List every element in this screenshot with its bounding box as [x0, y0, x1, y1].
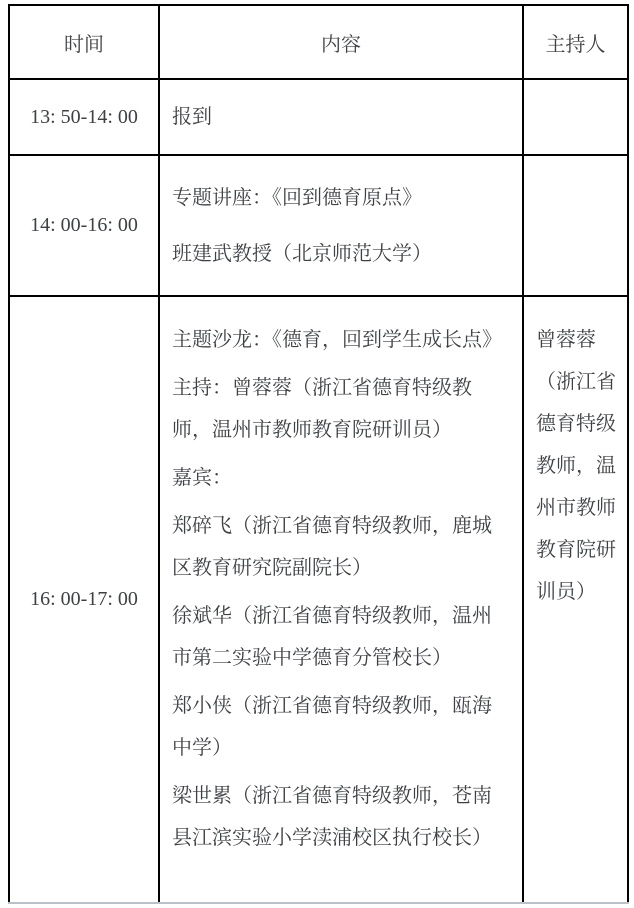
content-cell: [159, 296, 523, 903]
time-cell: 16: 00-17: 00: [9, 296, 159, 903]
content-paragraph: 专题讲座：《回到德育原点》: [172, 186, 422, 209]
column-header-time: 时间: [9, 5, 159, 79]
content-paragraph: 郑小侠（浙江省德育特级教师，瓯海中学）: [172, 695, 492, 759]
table-header-row: [9, 5, 628, 79]
time-cell: 13: 50-14: 00: [9, 79, 159, 155]
content-paragraph: 主持：曾蓉蓉（浙江省德育特级教师，温州市教师教育院研训员）: [172, 377, 472, 441]
content-paragraph: 主题沙龙：《德育，回到学生成长点》: [172, 329, 502, 351]
host-cell: [523, 155, 628, 296]
host-cell: [523, 79, 628, 155]
content-paragraph: 报到: [172, 106, 212, 128]
host-text: 曾蓉蓉（浙江省德育特级教师，温州市教师教育院研训员）: [536, 329, 616, 603]
content-paragraph: 嘉宾：: [172, 467, 232, 489]
content-cell: [159, 155, 523, 296]
content-paragraph: 梁世累（浙江省德育特级教师，苍南县江滨实验小学渎浦校区执行校长）: [172, 785, 492, 849]
table-row: [9, 155, 628, 296]
content-paragraph: 徐斌华（浙江省德育特级教师，温州市第二实验中学德育分管校长）: [172, 605, 492, 669]
content-paragraph: 郑碎飞（浙江省德育特级教师，鹿城区教育研究院副院长）: [172, 515, 492, 579]
table-row: [9, 79, 628, 155]
table-row: [9, 296, 628, 903]
column-header-host: 主持人: [523, 5, 628, 79]
content-cell: [159, 79, 523, 155]
content-paragraph: 班建武教授（北京师范大学）: [172, 242, 432, 265]
host-cell: [523, 296, 628, 903]
column-header-content: 内容: [159, 5, 523, 79]
time-cell: 14: 00-16: 00: [9, 155, 159, 296]
schedule-table: [8, 4, 629, 904]
